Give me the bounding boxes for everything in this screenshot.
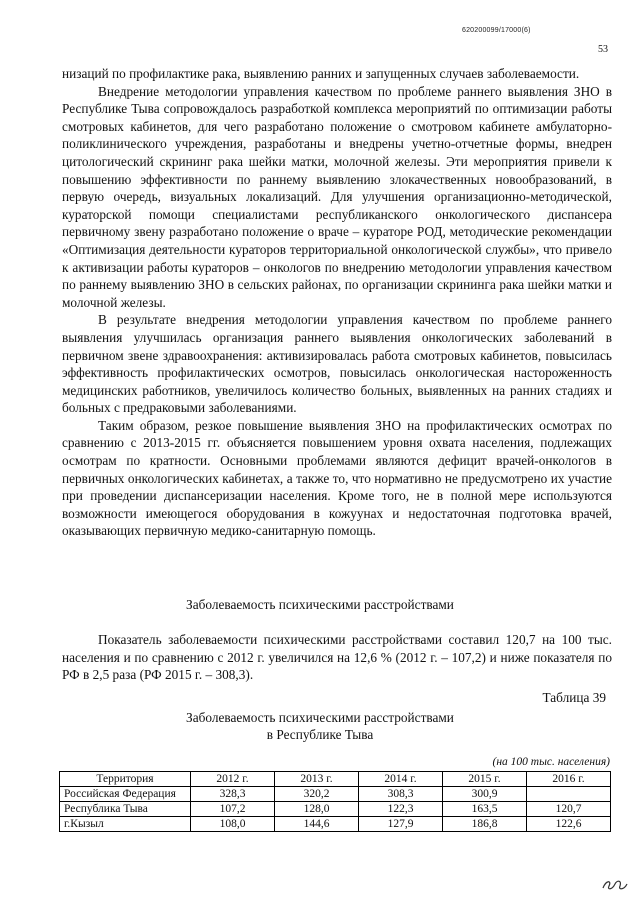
header-2013: 2013 г. — [275, 772, 359, 787]
page-number: 53 — [598, 44, 608, 55]
cell-value: 122,3 — [359, 802, 443, 817]
section-paragraph: Показатель заболеваемости психическими расстройствами составил 120,7 на 100 тыс. населения и по сравнению с 2012 г. увеличился на 12,6 % (2012 г. – 107,2) и ниже показателя по РФ в 2,5 раза (РФ 2015 г. – 308,3). — [62, 632, 612, 683]
cell-value: 127,9 — [359, 817, 443, 832]
cell-value: 308,3 — [359, 787, 443, 802]
cell-territory: г.Кызыл — [60, 817, 191, 832]
cell-value: 120,7 — [527, 802, 611, 817]
table-title-line1: Заболеваемость психическими расстройствами — [186, 710, 454, 725]
cell-value — [527, 787, 611, 802]
cell-value: 122,6 — [527, 817, 611, 832]
document-code: 620200099/17000(6) — [462, 27, 531, 34]
paragraph-4: Таким образом, резкое повышение выявления ЗНО на профилактических осмотрах по сравнению с 2013-2015 гг. объясняется повышением уровня охвата населения, подлежащих осмотрам по кратности. Основными проблемами являются дефицит врачей-онкологов в первичных онкологических кабинетах, а также то, что нормативно не предусмотрено их участие при проведении диспансеризации населения. Кроме того, не в полной мере используются возможности имеющегося оборудования в кожуунах и недостаточная подготовка врачей, оказывающих первичную медико-санитарную помощь. — [62, 417, 612, 539]
table-label: Таблица 39 — [542, 690, 606, 705]
body-text — [62, 65, 612, 540]
cell-value: 300,9 — [443, 787, 527, 802]
header-2012: 2012 г. — [191, 772, 275, 787]
section-text — [62, 631, 612, 684]
table-units: (на 100 тыс. населения) — [492, 756, 610, 768]
cell-value: 186,8 — [443, 817, 527, 832]
section-title: Заболеваемость психическими расстройствами — [186, 597, 454, 612]
cell-value: 163,5 — [443, 802, 527, 817]
table-row — [60, 802, 611, 817]
paragraph-2: Внедрение методологии управления качеством по проблеме раннего выявления ЗНО в Республике Тыва сопровождалось разработкой комплекса мероприятий по оптимизации работы смотровых кабинетов, для чего разработано положение о смотровом кабинете амбулаторно-поликлинического учреждения, разработаны и внедрены учетно-отчетные формы, внедрен цитологический скрининг рака шейки матки, молочной железы. Эти мероприятия привели к повышению эффективности по раннему выявлению злокачественных новообразований, в первую очередь, визуальных локализаций. Для улучшения организационно-методической, кураторской помощи специалистами республиканского онкологического диспансера первичному звену разработано положение о враче – кураторе РОД, методические рекомендации «Оптимизация деятельности кураторов территориальной онкологической службы», что привело к активизации работы кураторов – онкологов по внедрению методологии управления качеством по раннему выявлению ЗНО в сельских районах, по организации скрининга рака шейки матки и молочной железы. — [62, 83, 612, 310]
cell-value: 107,2 — [191, 802, 275, 817]
cell-value: 144,6 — [275, 817, 359, 832]
table-title-line2: в Республике Тыва — [266, 727, 374, 742]
handwritten-mark — [600, 874, 630, 894]
cell-territory: Республика Тыва — [60, 802, 191, 817]
header-2014: 2014 г. — [359, 772, 443, 787]
header-2016: 2016 г. — [527, 772, 611, 787]
table-row — [60, 817, 611, 832]
header-territory: Территория — [60, 772, 191, 787]
paragraph-3: В результате внедрения методологии управления качеством по проблеме раннего выявления улучшилась организация раннего выявления онкологических заболеваний в первичном звене здравоохранения: активизировалась работа смотровых кабинетов, повысилась эффективность профилактических осмотров, повысилась онкологическая настороженность медицинских работников, увеличилось количество больных, выявленных на ранних стадиях и больных с предраковыми заболеваниями. — [62, 312, 612, 416]
cell-value: 108,0 — [191, 817, 275, 832]
table-row — [60, 787, 611, 802]
cell-value: 128,0 — [275, 802, 359, 817]
paragraph-1: низаций по профилактике рака, выявлению ранних и запущенных случаев заболеваемости. — [62, 66, 580, 81]
cell-territory: Российская Федерация — [60, 787, 191, 802]
cell-value: 328,3 — [191, 787, 275, 802]
data-table — [59, 771, 611, 832]
header-2015: 2015 г. — [443, 772, 527, 787]
cell-value: 320,2 — [275, 787, 359, 802]
table-header-row — [60, 772, 611, 787]
